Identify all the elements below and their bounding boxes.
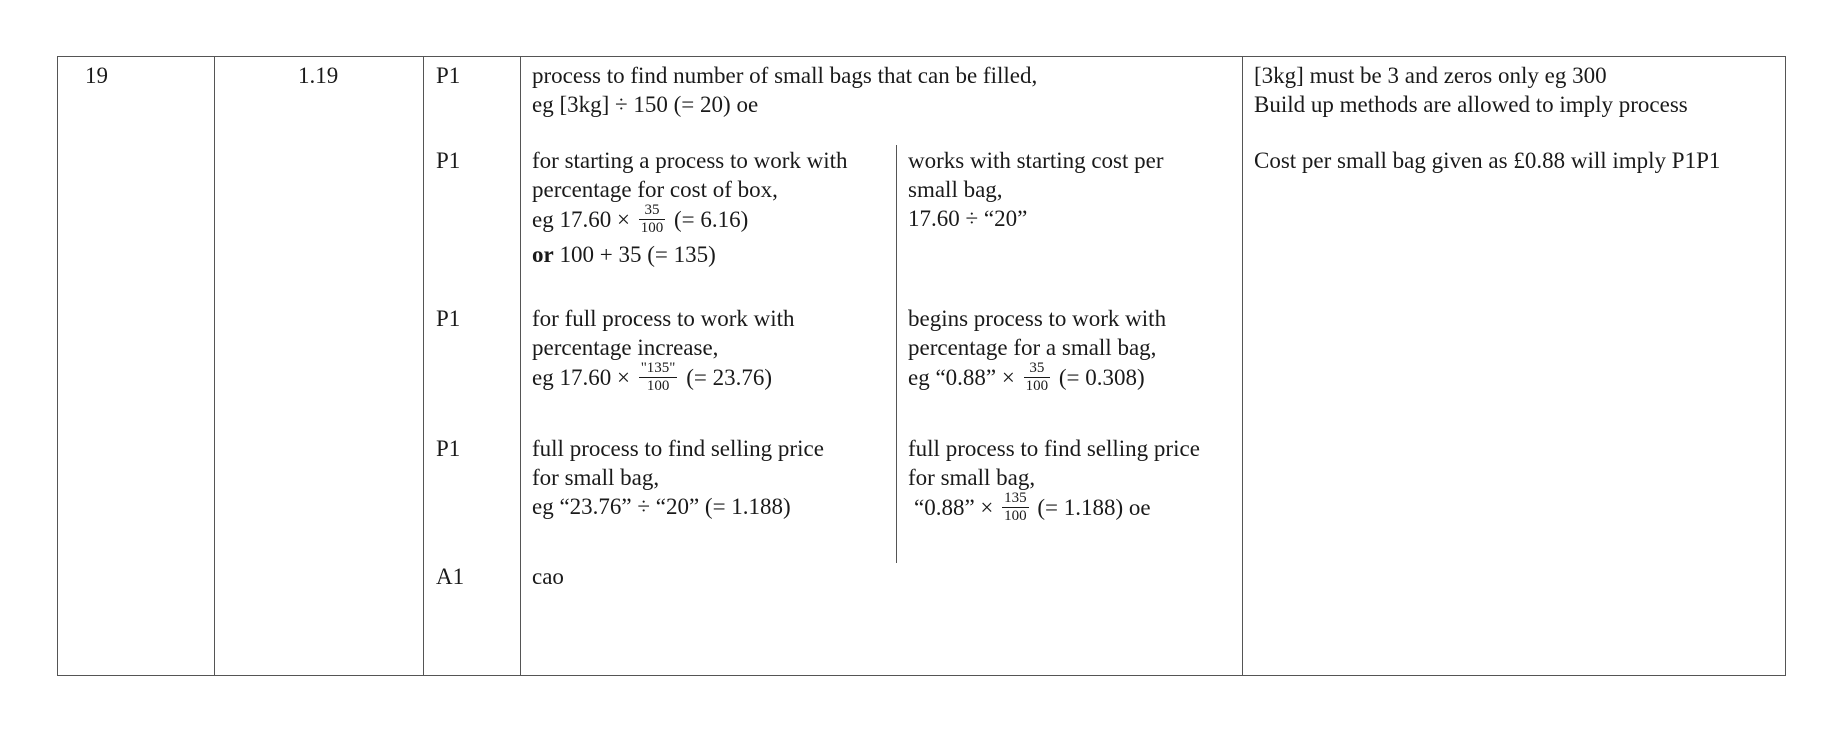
example-suffix: (= 0.308) <box>1058 364 1145 390</box>
mark-code: P1 <box>436 436 461 461</box>
mark-1-main-line: process to find number of small bags that can be filled, <box>532 63 1038 88</box>
mark-3-main-line: percentage increase, <box>532 335 719 360</box>
mark-3-main-example <box>532 362 795 398</box>
example-prefix: “0.88” × <box>914 494 994 520</box>
or-keyword: or <box>532 242 554 267</box>
fraction-numerator: 35 <box>639 202 666 220</box>
mark-3-alt <box>908 304 1166 398</box>
alt-line: small bag, <box>908 177 1003 202</box>
example-prefix: eg 17.60 × <box>532 206 630 232</box>
mark-1-main <box>532 61 1037 119</box>
mark-2-main-line: for starting a process to work with <box>532 148 848 173</box>
example-suffix: (= 6.16) <box>673 206 749 232</box>
example-prefix: eg 17.60 × <box>532 364 630 390</box>
mark-code: P1 <box>436 63 461 88</box>
mark-code: A1 <box>436 564 465 589</box>
note-line: [3kg] must be 3 and zeros only eg 300 <box>1254 63 1607 88</box>
example-suffix: (= 1.188) oe <box>1037 494 1151 520</box>
fraction-denominator: 100 <box>1004 508 1027 524</box>
column-divider <box>214 57 215 675</box>
spec-reference: 1.19 <box>298 63 339 88</box>
fraction-denominator: 100 <box>640 220 664 236</box>
fraction-numerator: "135" <box>640 360 676 376</box>
fraction <box>1002 490 1029 525</box>
fraction-denominator: 100 <box>646 378 670 394</box>
mark-5-main <box>532 562 564 591</box>
fraction <box>639 202 666 237</box>
alt-line: percentage for a small bag, <box>908 335 1157 360</box>
alt-line: works with starting cost per <box>908 148 1164 173</box>
mark-2-or-line <box>532 240 848 269</box>
mark-4-main-line: for small bag, <box>532 465 660 490</box>
fraction-denominator: 100 <box>1025 378 1049 394</box>
mark-1-main-line: eg [3kg] ÷ 150 (= 20) oe <box>532 92 759 117</box>
note-line: Build up methods are allowed to imply process <box>1254 92 1688 117</box>
fraction <box>1024 360 1051 395</box>
or-rest: 100 + 35 (= 135) <box>553 242 716 267</box>
mark-3-main-line: for full process to work with <box>532 306 795 331</box>
mark-5-main-line: cao <box>532 564 564 589</box>
column-divider <box>1242 57 1243 675</box>
alt-line: begins process to work with <box>908 306 1167 331</box>
fraction <box>639 360 678 395</box>
mark-2-main-example <box>532 204 848 240</box>
question-number: 19 <box>85 63 108 88</box>
note-line: Cost per small bag given as £0.88 will imply P1P1 <box>1254 148 1721 173</box>
fraction-numerator: 135 <box>1004 490 1027 506</box>
mark-4-main-line: eg “23.76” ÷ “20” (= 1.188) <box>532 494 791 519</box>
mark-2-notes <box>1254 146 1720 175</box>
alt-line: full process to find selling price <box>908 436 1200 461</box>
mark-code: P1 <box>436 306 461 331</box>
alt-line: 17.60 ÷ “20” <box>908 206 1028 231</box>
column-divider <box>423 57 424 675</box>
example-suffix: (= 23.76) <box>686 364 772 390</box>
mark-code: P1 <box>436 148 461 173</box>
fraction-numerator: 35 <box>1024 360 1051 378</box>
mark-4-alt <box>908 434 1200 528</box>
mark-1-notes <box>1254 61 1688 119</box>
markscheme-table <box>57 56 1786 676</box>
alt-line: for small bag, <box>908 465 1036 490</box>
example-prefix: eg “0.88” × <box>908 364 1015 390</box>
method-divider <box>896 145 897 563</box>
mark-2-main <box>532 146 848 269</box>
mark-3-main <box>532 304 795 398</box>
column-divider <box>520 57 521 675</box>
mark-4-main-line: full process to find selling price <box>532 436 824 461</box>
mark-4-main <box>532 434 824 521</box>
alt-example <box>908 492 1200 528</box>
mark-2-main-line: percentage for cost of box, <box>532 177 778 202</box>
mark-2-alt <box>908 146 1164 233</box>
alt-example <box>908 362 1166 398</box>
